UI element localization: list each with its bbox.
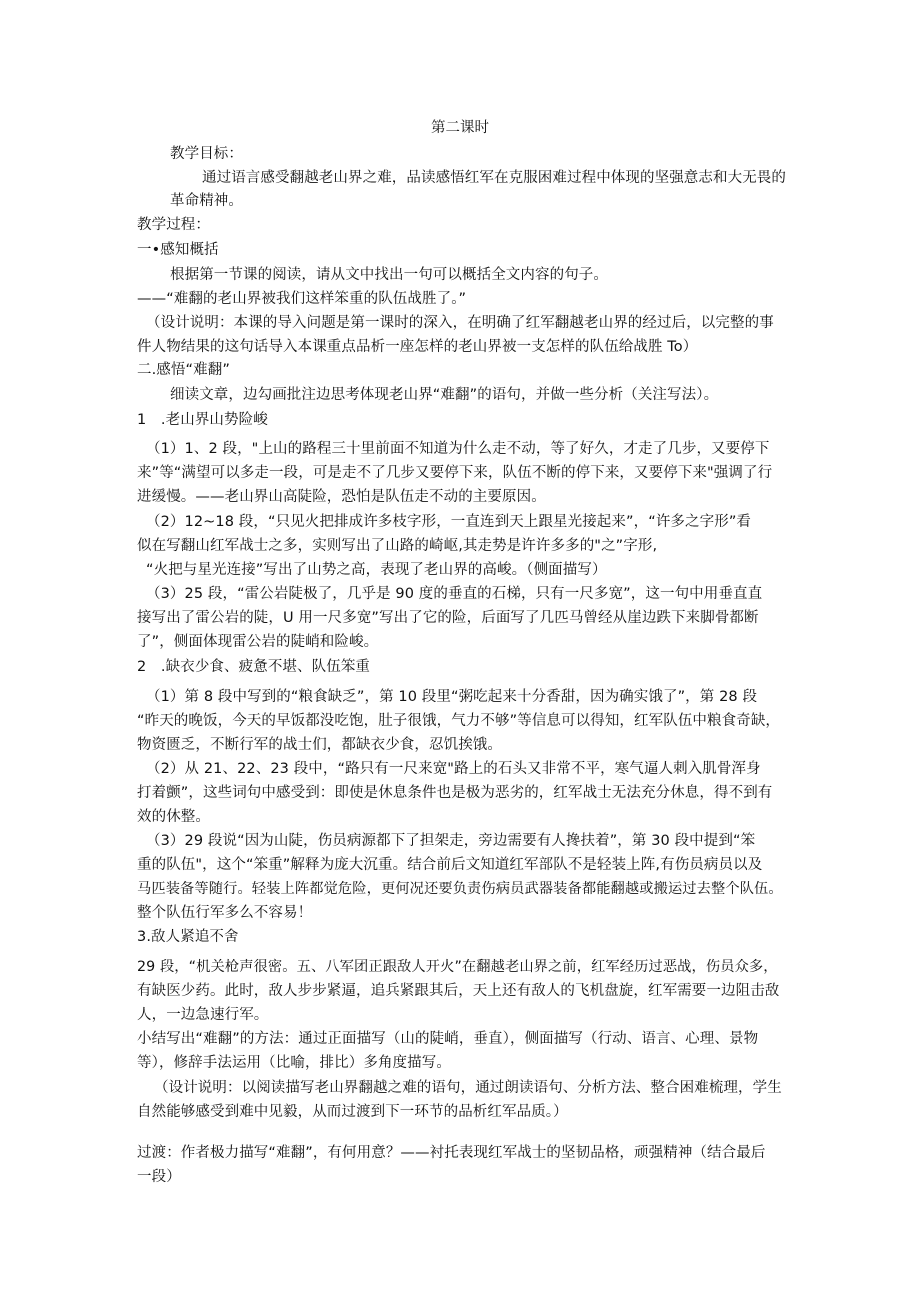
text-line: 3.敌人紧追不舍	[137, 929, 239, 945]
page-title: 第二课时	[431, 120, 489, 136]
text-line: 物资匮乏，不断行军的战士们，都缺衣少食，忍饥挨饿。	[137, 737, 502, 753]
text-line: ——“难翻的老山界被我们这样笨重的队伍战胜了。”	[137, 291, 467, 307]
text-line: 等），修辞手法运用（比喻，排比）多角度描写。	[137, 1055, 451, 1071]
text-line: 来”等“满望可以多走一段，可是走不了几步又要停下来，队伍不断的停下来，又要停下来"强调了行	[137, 465, 773, 481]
text-line: 教学目标：	[170, 146, 243, 162]
text-line: 件人物结果的这句话导入本课重点品析一座怎样的老山界被一支怎样的队伍给战胜 To）	[137, 339, 698, 355]
text-line: 根据第一节课的阅读，请从文中找出一句可以概括全文内容的句子。	[170, 267, 608, 283]
text-line: 一•感知概括	[137, 242, 219, 258]
text-line: （1）第 8 段中写到的“粮食缺乏”，第 10 段里“粥吃起来十分香甜，因为确实饿了”，第 28 段	[146, 689, 758, 705]
text-line: 自然能够感受到难中见毅，从而过渡到下一环节的品析红军品质。）	[137, 1104, 568, 1120]
text-line: “昨天的晚饭，今天的早饭都没吃饱，肚子很饿，气力不够”等信息可以得知，红军队伍中粮食奇缺，	[137, 713, 781, 729]
text-line: 二.感悟“难翻”	[137, 362, 230, 378]
text-line: 细读文章，边勾画批注边思考体现老山界“难翻”的语句，并做一些分析（关注写法）。	[170, 387, 719, 403]
text-line: “火把与星光连接”写出了山势之高，表现了老山界的高峻。（侧面描写）	[146, 562, 607, 578]
text-line: （3）25 段，“雷公岩陡极了，几乎是 90 度的垂直的石梯，只有一尺多宽”，这一句中用垂直直	[146, 586, 763, 602]
text-line: 马匹装备等随行。轻装上阵都觉危险，更何况还要负责伤病员武器装备都能翻越或搬运过去整个队伍。	[137, 881, 783, 897]
text-line: （2）从 21、22、23 段中，“路只有一尺来宽"路上的石头又非常不平，寒气逼人刺入肌骨浑身	[146, 761, 761, 777]
text-line: 小结写出“难翻”的方法：通过正面描写（山的陡峭，垂直），侧面描写（行动、语言、心理、景物	[137, 1031, 759, 1047]
text-line: 一段）	[137, 1169, 181, 1185]
text-line: 有缺医少药。此时，敌人步步紧逼，追兵紧跟其后，天上还有敌人的飞机盘旋，红军需要一边阻击敌	[137, 983, 780, 999]
text-line: 了”，侧面体现雷公岩的陡峭和险峻。	[137, 634, 379, 650]
text-line: 打着颤”，这些词句中感受到：即使是休息条件也是极为恶劣的，红军战士无法充分休息，得不到有	[137, 785, 773, 801]
text-line: 进缓慢。——老山界山高陡险，恐怕是队伍走不动的主要原因。	[137, 489, 546, 505]
text-line: （3）29 段说“因为山陡，伤员病源都下了担架走，旁边需要有人搀扶着”，第 30 段中提到“笨	[146, 833, 756, 849]
text-line: 重的队伍"，这个“笨重”解释为庞大沉重。结合前后文知道红军部队不是轻装上阵,有伤员病员以及	[137, 857, 763, 873]
text-line: 教学过程：	[137, 217, 210, 233]
text-line: （2）12~18 段，“只见火把排成许多枝字形，一直连到天上跟星光接起来”，“许多之字形”看	[146, 514, 752, 530]
text-line: 革命精神。	[170, 193, 243, 209]
text-line: 接写出了雷公岩的陡，U 用一尺多宽”写出了它的险，后面写了几匹马曾经从崖边跌下来脚骨都断	[137, 610, 759, 626]
text-line: 整个队伍行军多么不容易！	[137, 905, 313, 921]
text-line: 29 段，“机关枪声很密。五、八军团正跟敌人开火”在翻越老山界之前，红军经历过恶战，伤员众多，	[137, 959, 778, 975]
text-line: （设计说明：以阅读描写老山界翻越之难的语句，通过朗读语句、分析方法、整合困难梳理，学生	[154, 1080, 782, 1096]
text-line: 2 .缺衣少食、疲惫不堪、队伍笨重	[137, 659, 371, 675]
text-line: 1 .老山界山势险峻	[137, 412, 268, 428]
text-line: （设计说明：本课的导入问题是第一课时的深入，在明确了红军翻越老山界的经过后，以完整的事	[146, 315, 774, 331]
text-line: 通过语言感受翻越老山界之难，品读感悟红军在克服困难过程中体现的坚强意志和大无畏的	[202, 170, 786, 186]
text-line: 效的休整。	[137, 809, 210, 825]
text-line: 过渡：作者极力描写“难翻”，有何用意？——衬托表现红军战士的坚韧品格，顽强精神（结合最后	[137, 1145, 766, 1161]
text-line: （1）1、2 段，"上山的路程三十里前面不知道为什么走不动，等了好久，才走了几步，又要停下	[146, 441, 770, 457]
text-line: 人，一边急速行军。	[137, 1007, 269, 1023]
text-line: 似在写翻山红军战士之多，实则写出了山路的崎岖,其走势是许许多多的"之”字形,	[137, 538, 658, 554]
